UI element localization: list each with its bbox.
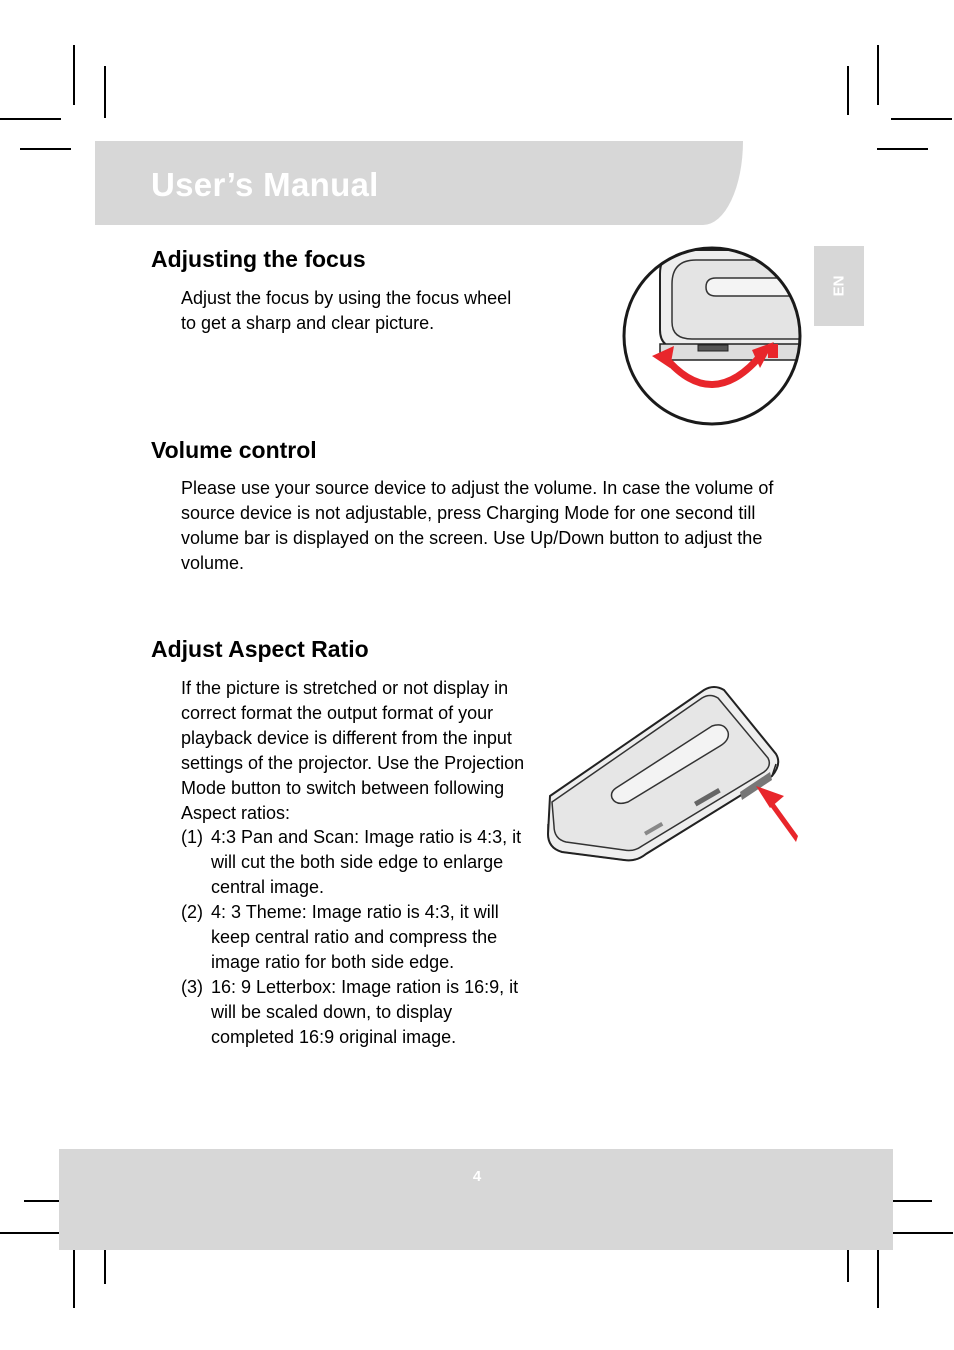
list-item-text: 4: 3 Theme: Image ratio is 4:3, it will keep central ratio and compress the image ratio for both side edge. bbox=[211, 902, 499, 972]
focus-body: Adjust the focus by using the focus wheel to get a sharp and clear picture. bbox=[181, 288, 512, 333]
crop-mark bbox=[877, 1248, 879, 1308]
list-item-text: 16: 9 Letterbox: Image ration is 16:9, it will be scaled down, to display completed 16:9 original image. bbox=[211, 977, 519, 1047]
crop-mark bbox=[20, 148, 71, 150]
crop-mark bbox=[0, 1232, 61, 1234]
language-tab bbox=[814, 246, 864, 326]
focus-wheel-illustration bbox=[620, 244, 804, 428]
list-item-number: (3) bbox=[181, 977, 203, 997]
list-item-number: (1) bbox=[181, 827, 203, 847]
list-item bbox=[181, 825, 526, 900]
aspect-ratio-list bbox=[181, 825, 526, 1050]
page-number: 4 bbox=[472, 1168, 482, 1185]
list-item-number: (2) bbox=[181, 902, 203, 922]
volume-body: Please use your source device to adjust the volume. In case the volume of source device is not adjustable, press Charging Mode for one second till volume bar is displayed on the screen. Use Up/Down button to adjust the volume. bbox=[181, 478, 774, 573]
crop-mark bbox=[892, 1232, 953, 1234]
crop-mark bbox=[0, 118, 61, 120]
list-item-text: 4:3 Pan and Scan: Image ratio is 4:3, it will cut the both side edge to enlarge central image. bbox=[211, 827, 522, 897]
focus-heading: Adjusting the focus bbox=[151, 246, 366, 272]
page-title: User’s Manual bbox=[151, 166, 379, 203]
projector-illustration bbox=[544, 684, 800, 866]
crop-mark bbox=[104, 66, 106, 118]
footer-band bbox=[59, 1149, 893, 1250]
crop-mark bbox=[891, 118, 952, 120]
crop-mark bbox=[877, 148, 928, 150]
crop-mark bbox=[847, 66, 849, 115]
crop-mark bbox=[877, 45, 879, 105]
arrow-icon bbox=[756, 786, 784, 808]
crop-mark bbox=[73, 1248, 75, 1308]
volume-heading: Volume control bbox=[151, 437, 317, 463]
language-tab-label: EN bbox=[830, 275, 848, 297]
aspect-intro: If the picture is stretched or not display in correct format the output format of your playback device is different from the input settings of the projector. Use the Projection Mode button to switch between following Aspect ratios: bbox=[181, 678, 525, 823]
list-item bbox=[181, 975, 526, 1050]
aspect-heading: Adjust Aspect Ratio bbox=[151, 636, 369, 662]
crop-mark bbox=[73, 45, 75, 105]
list-item bbox=[181, 900, 526, 975]
